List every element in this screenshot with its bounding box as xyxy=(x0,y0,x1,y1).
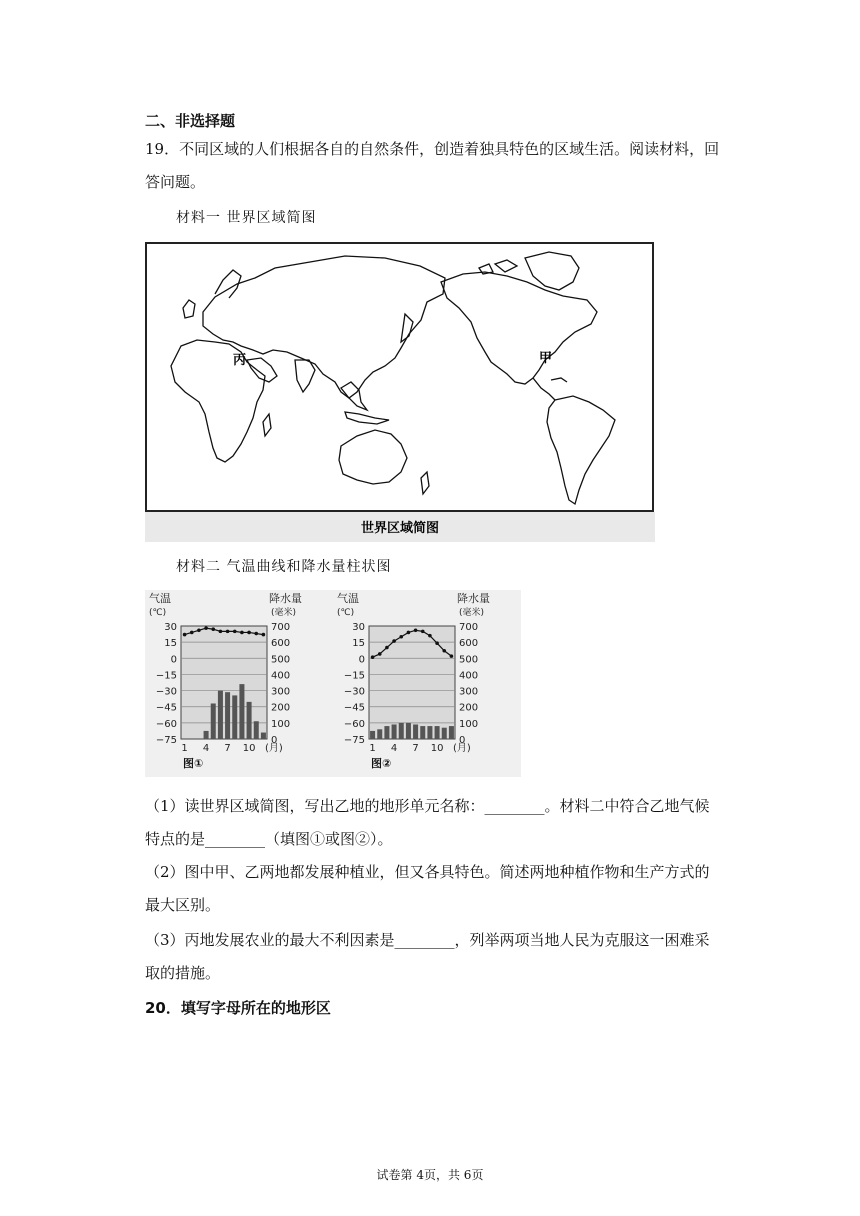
temperature-point xyxy=(450,654,454,658)
precip-bar xyxy=(399,723,404,739)
page-footer: 试卷第 4页，共 6页 xyxy=(376,1168,484,1182)
precip-bar xyxy=(384,726,389,739)
x-tick-label: 4 xyxy=(202,743,210,754)
left-tick-label: 15 xyxy=(164,638,177,650)
precip-bar xyxy=(427,726,432,739)
temperature-point xyxy=(233,630,237,634)
climate-chart-2 xyxy=(333,590,521,777)
right-tick-label: 400 xyxy=(459,670,479,682)
world-map xyxy=(145,242,655,542)
map-caption: 世界区域简图 xyxy=(360,521,440,536)
precip-bar xyxy=(420,726,425,739)
left-tick-label: −45 xyxy=(155,702,177,714)
right-tick-label: 300 xyxy=(271,686,291,698)
left-tick-label: −60 xyxy=(155,718,177,730)
q19-sub3-line1: （3）丙地发展农业的最大不利因素是________，列举两项当地人民为克服这一困难采 xyxy=(145,931,710,949)
q19-line2: 答问题。 xyxy=(145,173,206,191)
temperature-point xyxy=(399,635,403,639)
precip-bar xyxy=(449,726,454,739)
temperature-point xyxy=(262,633,266,637)
precip-bar xyxy=(239,684,244,739)
right-tick-label: 700 xyxy=(271,622,291,633)
x-tick-label: 10 xyxy=(430,743,444,754)
precip-bar xyxy=(261,733,266,739)
precip-bar xyxy=(370,731,375,739)
right-tick-label: 500 xyxy=(271,654,291,666)
right-axis-label: 降水量 xyxy=(269,592,302,605)
map-frame xyxy=(146,243,653,511)
left-tick-label: −75 xyxy=(343,735,365,746)
right-axis-label: 降水量 xyxy=(457,592,490,605)
temperature-point xyxy=(197,629,201,633)
temperature-point xyxy=(204,626,208,630)
temperature-point xyxy=(414,629,418,633)
x-tick-label: 1 xyxy=(369,743,376,754)
precip-bar xyxy=(413,724,418,739)
temperature-point xyxy=(183,633,187,637)
right-tick-label: 0 xyxy=(271,735,278,746)
left-axis-unit: (℃) xyxy=(337,608,355,618)
precip-bar xyxy=(225,692,230,739)
left-axis-label: 气温 xyxy=(149,592,171,605)
temperature-point xyxy=(421,630,425,634)
left-axis-unit: (℃) xyxy=(149,608,167,618)
precip-bar xyxy=(254,721,259,739)
x-tick-label: 4 xyxy=(390,743,398,754)
left-tick-label: 30 xyxy=(164,622,177,633)
x-unit-label: (月) xyxy=(265,743,283,754)
left-tick-label: −75 xyxy=(155,735,177,746)
precip-bar xyxy=(218,691,223,739)
q19-sub2-line1: （2）图中甲、乙两地都发展种植业，但又各具特色。简述两地种植作物和生产方式的 xyxy=(145,863,710,881)
right-tick-label: 400 xyxy=(271,670,291,682)
left-tick-label: 30 xyxy=(352,622,365,633)
world-map-figure xyxy=(145,242,655,542)
left-tick-label: −15 xyxy=(155,670,177,682)
chart-title: 图① xyxy=(183,757,204,770)
climate-chart-1 xyxy=(145,590,333,777)
right-tick-label: 200 xyxy=(459,702,479,714)
temperature-point xyxy=(392,639,396,643)
right-tick-label: 500 xyxy=(459,654,479,666)
precip-bar xyxy=(211,703,216,739)
right-tick-label: 600 xyxy=(459,638,479,650)
temperature-point xyxy=(254,632,258,636)
left-tick-label: −45 xyxy=(343,702,365,714)
left-tick-label: 0 xyxy=(358,654,365,666)
precip-bar xyxy=(435,726,440,739)
temperature-point xyxy=(190,631,194,635)
precip-bar xyxy=(247,702,252,739)
map-label-bing: 丙 xyxy=(233,353,247,368)
right-tick-label: 100 xyxy=(271,718,291,730)
precip-bar xyxy=(204,731,209,739)
x-tick-label: 1 xyxy=(181,743,188,754)
q20-line1: 20．填写字母所在的地形区 xyxy=(145,999,331,1017)
temperature-point xyxy=(247,631,251,635)
climate-chart-2-svg xyxy=(333,590,521,777)
climate-chart-1-svg xyxy=(145,590,333,777)
x-tick-label: 7 xyxy=(224,743,231,754)
material1-label: 材料一 世界区域简图 xyxy=(176,210,317,226)
x-tick-label: 7 xyxy=(412,743,419,754)
q19-sub1-line1: （1）读世界区域简图，写出乙地的地形单元名称：________。材料二中符合乙地气候 xyxy=(145,797,710,815)
x-unit-label: (月) xyxy=(453,743,471,754)
q19-sub3-line2: 取的措施。 xyxy=(145,964,221,982)
temperature-point xyxy=(442,649,446,653)
plot-area xyxy=(369,626,455,739)
precip-bar xyxy=(442,728,447,739)
left-tick-label: 15 xyxy=(352,638,365,650)
precip-bar xyxy=(392,724,397,739)
right-tick-label: 100 xyxy=(459,718,479,730)
left-tick-label: −30 xyxy=(155,686,177,698)
temperature-point xyxy=(211,627,215,631)
left-axis-label: 气温 xyxy=(337,592,359,605)
precip-bar xyxy=(377,729,382,739)
right-axis-unit: (毫米) xyxy=(459,608,485,618)
chart-title: 图② xyxy=(371,757,392,770)
left-tick-label: −60 xyxy=(343,718,365,730)
temperature-point xyxy=(219,630,223,634)
q19-sub2-line2: 最大区别。 xyxy=(145,896,221,914)
temperature-point xyxy=(240,631,244,635)
precip-bar xyxy=(406,723,411,739)
temperature-point xyxy=(435,641,439,645)
section-title: 二、非选择题 xyxy=(145,112,236,130)
temperature-point xyxy=(428,634,432,638)
left-tick-label: −30 xyxy=(343,686,365,698)
temperature-point xyxy=(378,652,382,656)
right-tick-label: 200 xyxy=(271,702,291,714)
temperature-point xyxy=(385,646,389,650)
temperature-point xyxy=(226,630,230,634)
right-axis-unit: (毫米) xyxy=(271,608,297,618)
x-tick-label: 10 xyxy=(242,743,256,754)
temperature-point xyxy=(407,631,411,635)
q19-sub1-line2: 特点的是________（填图①或图②）。 xyxy=(145,830,393,848)
temperature-point xyxy=(371,655,375,659)
map-label-jia: 甲 xyxy=(539,351,553,366)
right-tick-label: 0 xyxy=(459,735,466,746)
right-tick-label: 700 xyxy=(459,622,479,633)
material2-label: 材料二 气温曲线和降水量柱状图 xyxy=(176,559,392,575)
left-tick-label: −15 xyxy=(343,670,365,682)
q19-line1: 19．不同区域的人们根据各自的自然条件，创造着独具特色的区域生活。阅读材料，回 xyxy=(145,140,720,158)
left-tick-label: 0 xyxy=(170,654,177,666)
right-tick-label: 300 xyxy=(459,686,479,698)
precip-bar xyxy=(232,695,237,739)
right-tick-label: 600 xyxy=(271,638,291,650)
